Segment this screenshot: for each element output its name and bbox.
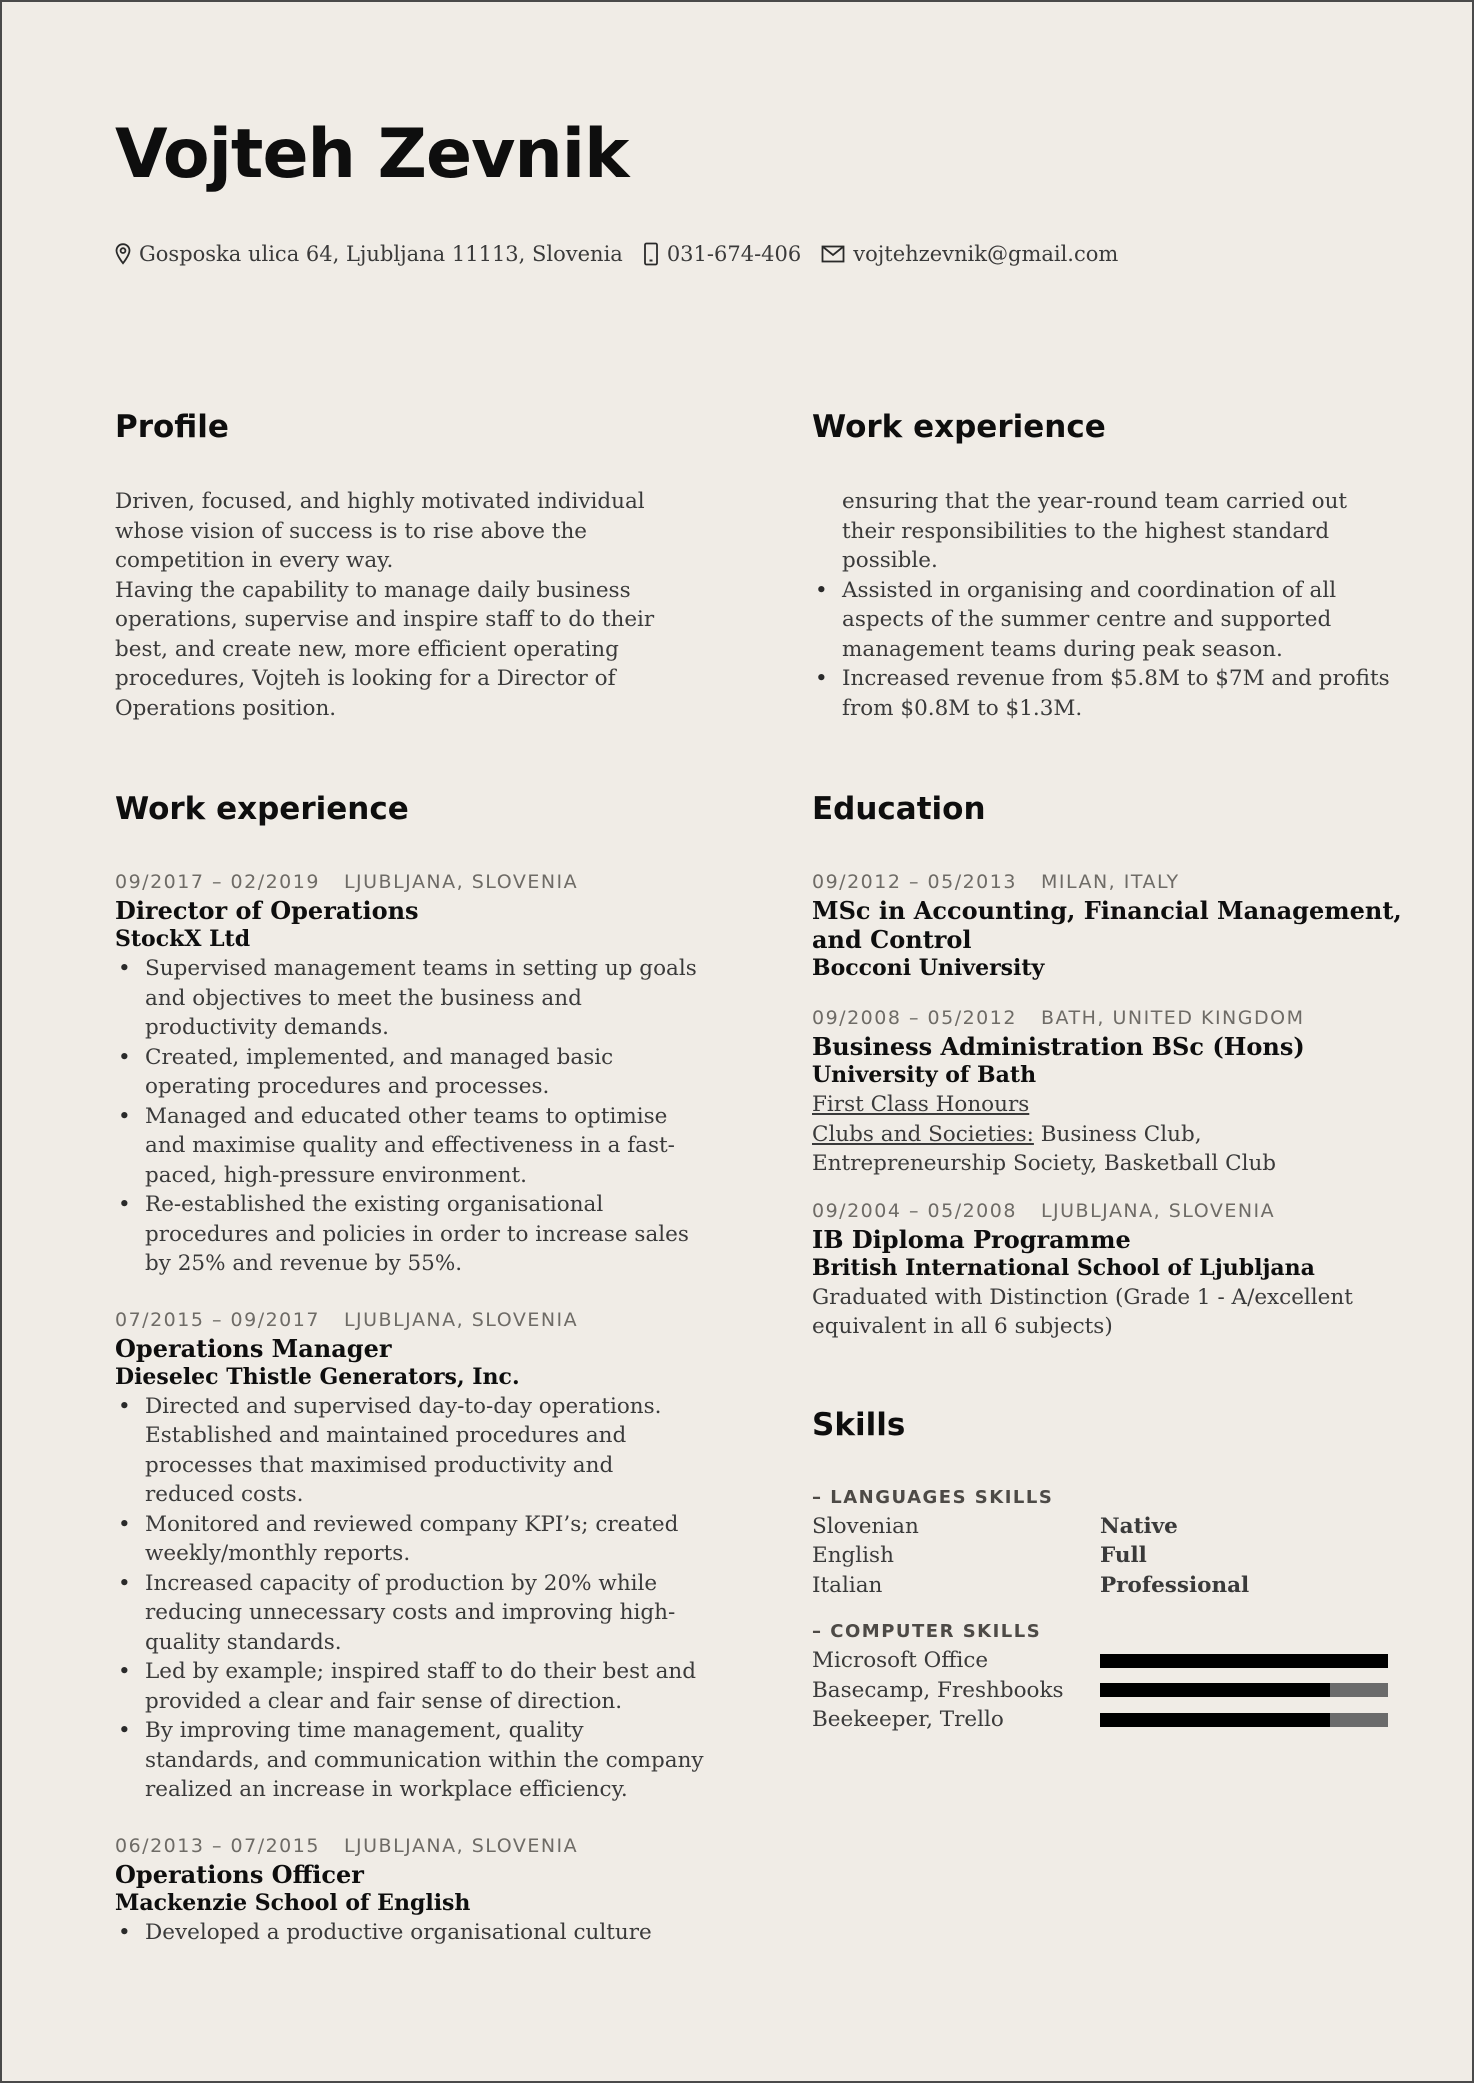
list-item: • Supervised management teams in setting up goals and objectives to meet the business and productivity demands. [115, 954, 705, 1043]
computer-skills-heading: – COMPUTER SKILLS [812, 1621, 1042, 1642]
job-meta [115, 868, 705, 896]
profile-heading: Profile [115, 409, 229, 445]
education-degree: MSc in Accounting, Financial Management, and Control [812, 896, 1402, 954]
job-meta [115, 1832, 705, 1860]
job-entry [115, 1306, 705, 1805]
education-meta [812, 1197, 1402, 1225]
list-item: • Re-established the existing organisational procedures and policies in order to increase sales by 25% and revenue by 55%. [115, 1190, 705, 1279]
contact-address [115, 242, 623, 266]
job-location: LJUBLJANA, SLOVENIA [343, 871, 579, 893]
education-dates: 09/2004 – 05/2008 [812, 1199, 1017, 1222]
list-item: • Created, implemented, and managed basic operating procedures and processes. [115, 1043, 705, 1102]
computer-skill-name: Microsoft Office [812, 1648, 989, 1674]
work-continued-bullets [812, 487, 1402, 723]
list-item: • Increased capacity of production by 20% while reducing unnecessary costs and improving high-quality standards. [115, 1569, 705, 1658]
left-column [115, 407, 705, 1947]
contact-email [821, 242, 1118, 266]
list-item: • Increased revenue from $5.8M to $7M and profits from $0.8M to $1.3M. [812, 664, 1402, 723]
job-location: LJUBLJANA, SLOVENIA [343, 1308, 579, 1331]
list-item: ensuring that the year-round team carried out their responsibilities to the highest standard possible. [842, 489, 1348, 573]
candidate-name: Vojteh Zevnik [115, 115, 629, 194]
contact-line [115, 242, 1138, 266]
computer-skill-name: Basecamp, Freshbooks [812, 1677, 1064, 1703]
job-dates: 06/2013 – 07/2015 [115, 1834, 320, 1857]
right-column [812, 407, 1402, 1735]
skill-level-bar [1100, 1683, 1388, 1697]
profile-section [115, 407, 705, 723]
education-location: MILAN, ITALY [1040, 871, 1180, 893]
skills-section [812, 1405, 1402, 1735]
education-school: University of Bath [812, 1062, 1037, 1088]
list-item: • Directed and supervised day-to-day operations. Established and maintained procedures and processes that maximised productivity and reduced costs. [115, 1392, 705, 1510]
job-company: Mackenzie School of English [115, 1889, 471, 1916]
job-entry [115, 868, 705, 1279]
profile-paragraph-2: Having the capability to manage daily business operations, supervise and inspire staff to do their best, and create new, more efficient operating procedures, Vojteh is looking for a Director of Operations position. [115, 577, 655, 721]
clubs-label: Clubs and Societies: [812, 1121, 1034, 1147]
work-continued-section [812, 407, 1402, 723]
email-text: vojtehzevnik@gmail.com [853, 242, 1119, 266]
language-row [812, 1571, 1402, 1601]
work-heading: Work experience [115, 791, 409, 827]
education-heading: Education [812, 791, 986, 827]
skill-level-bar [1100, 1654, 1388, 1668]
education-location: LJUBLJANA, SLOVENIA [1040, 1199, 1276, 1222]
job-bullets [115, 1392, 705, 1805]
clubs-list: Business Club, Entrepreneurship Society, Basketball Club [812, 1121, 1277, 1176]
language-row [812, 1512, 1402, 1542]
contact-phone [643, 242, 801, 266]
work-section [115, 789, 705, 1947]
phone-icon [643, 242, 659, 266]
job-title: Operations Manager [115, 1333, 392, 1363]
computer-skill-row [812, 1646, 1402, 1676]
job-dates: 07/2015 – 09/2017 [115, 1308, 320, 1331]
education-entry [812, 868, 1402, 983]
profile-paragraph-1: Driven, focused, and highly motivated individual whose vision of success is to rise above the competition in every way. [115, 489, 645, 573]
education-honours: First Class Honours [812, 1092, 1030, 1117]
education-entry [812, 1197, 1402, 1342]
education-entry [812, 1004, 1402, 1179]
job-meta [115, 1306, 705, 1334]
skill-level-fill [1100, 1654, 1388, 1668]
language-row [812, 1541, 1402, 1571]
job-bullets [115, 1918, 705, 1948]
language-level: Professional [1100, 1572, 1250, 1598]
education-school: British International School of Ljubljana [812, 1254, 1315, 1281]
education-degree: IB Diploma Programme [812, 1224, 1131, 1254]
education-dates: 09/2008 – 05/2012 [812, 1007, 1017, 1029]
language-name: English [812, 1543, 894, 1569]
language-level: Native [1100, 1513, 1178, 1539]
education-meta [812, 868, 1402, 896]
computer-skill-row [812, 1705, 1402, 1735]
work-continued-heading: Work experience [812, 409, 1106, 445]
address-text: Gosposka ulica 64, Ljubljana 11113, Slovenia [139, 242, 623, 266]
envelope-icon [821, 245, 845, 263]
job-location: LJUBLJANA, SLOVENIA [343, 1834, 579, 1857]
list-item: • Led by example; inspired staff to do their best and provided a clear and fair sense of direction. [115, 1657, 705, 1716]
job-company: StockX Ltd [115, 926, 251, 952]
computer-skill-row [812, 1676, 1402, 1706]
job-company: Dieselec Thistle Generators, Inc. [115, 1363, 520, 1390]
education-degree: Business Administration BSc (Hons) [812, 1032, 1305, 1061]
education-dates: 09/2012 – 05/2013 [812, 871, 1017, 893]
education-meta [812, 1004, 1402, 1032]
education-section [812, 789, 1402, 1342]
education-note: Graduated with Distinction (Grade 1 - A/excellent equivalent in all 6 subjects) [812, 1284, 1353, 1339]
education-school: Bocconi University [812, 955, 1045, 981]
location-pin-icon [115, 243, 131, 265]
computer-skill-name: Beekeeper, Trello [812, 1707, 1004, 1733]
skills-heading: Skills [812, 1406, 906, 1443]
education-clubs [812, 1120, 1402, 1179]
job-bullets [115, 954, 705, 1279]
list-item: • Monitored and reviewed company KPI’s; created weekly/monthly reports. [115, 1510, 705, 1569]
job-title: Operations Officer [115, 1859, 364, 1889]
list-item: • Assisted in organising and coordination of all aspects of the summer centre and supported management teams during peak season. [812, 576, 1402, 665]
skill-level-fill [1100, 1683, 1330, 1697]
list-item: • Developed a productive organisational culture [115, 1918, 705, 1948]
list-item: • By improving time management, quality standards, and communication within the company realized an increase in workplace efficiency. [115, 1716, 705, 1805]
list-item: • Managed and educated other teams to optimise and maximise quality and effectiveness in a fast-paced, high-pressure environment. [115, 1102, 705, 1191]
languages-skills-heading: – LANGUAGES SKILLS [812, 1486, 1054, 1508]
skill-level-fill [1100, 1713, 1330, 1727]
language-name: Slovenian [812, 1513, 919, 1539]
job-entry [115, 1832, 705, 1948]
language-name: Italian [812, 1572, 883, 1598]
phone-text: 031-674-406 [666, 242, 802, 266]
skill-level-bar [1100, 1713, 1388, 1727]
language-level: Full [1100, 1543, 1147, 1569]
education-location: BATH, UNITED KINGDOM [1040, 1007, 1305, 1029]
job-dates: 09/2017 – 02/2019 [115, 871, 320, 893]
job-title: Director of Operations [115, 896, 419, 925]
